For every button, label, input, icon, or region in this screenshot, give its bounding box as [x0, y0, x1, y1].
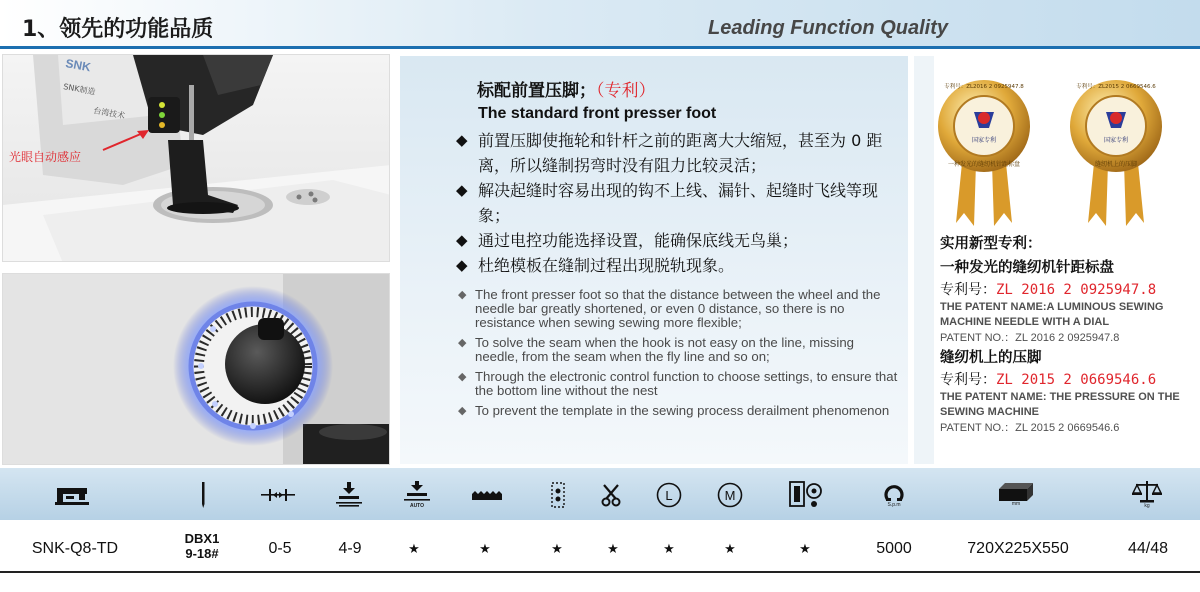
spec-speed: 5000	[876, 540, 912, 557]
manual-m-icon	[715, 480, 745, 510]
feature-points-en	[458, 288, 898, 424]
spec-trim-star: ★	[551, 541, 563, 556]
sewing-head-illustration	[3, 55, 390, 262]
feed-dog-icon	[470, 480, 504, 510]
diamond-bullet-icon: ◆	[458, 371, 467, 383]
spec-m-star: ★	[724, 541, 736, 556]
scissors-icon	[598, 480, 624, 510]
feature-points-cn	[456, 128, 896, 278]
diamond-bullet-icon: ◆	[458, 337, 467, 349]
svg-text:M: M	[724, 488, 736, 503]
presser-foot-photo	[2, 54, 390, 262]
medal-1-ribbon: 一种发光的缝纫机针距标盘	[947, 161, 1021, 168]
list-item: ◆ 解决起缝时容易出现的钩不上线、漏针、起缝时飞线等现象；	[456, 178, 896, 228]
list-item: ◆ To prevent the template in the sewing process derailment phenomenon	[458, 403, 890, 418]
luminous-dial-photo	[2, 273, 390, 465]
medal-2-ribbon: 缝纫机上的压脚	[1094, 161, 1138, 168]
spec-dimensions: 720X225X550	[967, 540, 1069, 557]
patent-2-number: 专利号：ZL 2015 2 0669546.6	[940, 372, 1157, 388]
spec-motor-star: ★	[799, 541, 811, 556]
patent-2-name-en: THE PATENT NAME: THE PRESSURE ON THE SEWING MACHINE	[940, 391, 1180, 418]
list-item: ◆ The front presser foot so that the distance between the wheel and the needle bar greatly shortened, or even 0 distance, so there is no resistance when sewing sewing more flexible;	[458, 287, 881, 330]
medal-1-top: 专利号：ZL2016 2 0925947.8	[944, 84, 1024, 90]
diamond-bullet-icon: ◆	[456, 231, 468, 249]
spec-auto-star: ★	[408, 541, 420, 556]
feature-title-cn	[477, 76, 656, 101]
patent-1-no-en: PATENT NO.：ZL 2016 2 0925947.8	[940, 332, 1120, 344]
spec-model: SNK-Q8-TD	[31, 540, 119, 557]
patent-panel	[914, 56, 1200, 464]
medal-2-center: 国家专利	[1103, 137, 1129, 144]
medal-2-top: 专利号：ZL2015 2 0669546.6	[1076, 84, 1156, 90]
spec-stitch-length: 0-5	[268, 540, 292, 557]
spec-l-star: ★	[663, 541, 675, 556]
feature-title-text: 标配前置压脚；	[477, 81, 596, 101]
patent-medal-1	[934, 68, 1034, 228]
brand-label: SNK	[64, 56, 92, 75]
weight-icon: kg	[1130, 480, 1164, 510]
dimension-icon: mm	[996, 480, 1036, 510]
diamond-bullet-icon: ◆	[458, 289, 467, 301]
diamond-bullet-icon: ◆	[458, 405, 467, 417]
list-item: ◆ Through the electronic control function to choose settings, to ensure that the bottom line without the nest	[458, 369, 898, 398]
speed-icon: S.p.m	[876, 480, 912, 510]
lubrication-l-icon	[654, 480, 684, 510]
brand-sub2: 台湾技术	[92, 106, 126, 121]
spec-presser-lift: 4-9	[338, 540, 362, 557]
stitch-length-icon	[259, 480, 297, 510]
patent-1-number: 专利号：ZL 2016 2 0925947.8	[940, 282, 1157, 298]
list-item: ◆ 通过电控功能选择设置，能确保底线无鸟巢；	[456, 228, 896, 253]
diamond-bullet-icon: ◆	[456, 256, 468, 274]
feature-title-en: The standard front presser foot	[478, 105, 717, 122]
diamond-bullet-icon: ◆	[456, 131, 468, 149]
spec-scissors-star: ★	[607, 541, 619, 556]
patent-2-name-cn: 缝纫机上的压脚	[940, 350, 1042, 366]
list-item: ◆ 杜绝模板在缝制过程出现脱轨现象。	[456, 253, 896, 278]
patent-2-no-en: PATENT NO.：ZL 2015 2 0669546.6	[940, 422, 1120, 434]
auto-presser-icon: AUTO	[402, 480, 432, 510]
patent-1-name-en: THE PATENT NAME:A LUMINOUS SEWING MACHINE NEEDLE WITH A DIAL	[940, 301, 1164, 328]
spec-needle: DBX1 9-18#	[184, 531, 220, 561]
header-divider	[0, 46, 1200, 49]
table-bottom-rule	[0, 571, 1200, 573]
machine-icon	[52, 480, 92, 510]
patent-1-name-cn: 一种发光的缝纫机针距标盘	[940, 260, 1114, 276]
presser-lift-icon	[334, 480, 364, 510]
section-title: 1、领先的功能品质	[22, 17, 214, 42]
svg-text:L: L	[665, 488, 673, 503]
list-item: ◆ 前置压脚使拖轮和针杆之前的距离大大缩短，甚至为 0 距离，所以缝制拐弯时没有阻力比较灵活；	[456, 128, 896, 178]
feature-panel	[400, 56, 908, 464]
spec-feed-star: ★	[479, 541, 491, 556]
section-subtitle: Leading Function Quality	[708, 17, 948, 39]
medal-1-center: 国家专利	[971, 137, 997, 144]
spec-weight: 44/48	[1127, 540, 1169, 557]
patent-heading: 实用新型专利：	[940, 236, 1042, 252]
patent-tag: （专利）	[596, 81, 656, 101]
patent-medal-2	[1066, 68, 1166, 228]
page-header	[0, 0, 1200, 48]
patent-details	[940, 232, 1200, 436]
needle-icon	[193, 480, 213, 510]
dial-illustration	[3, 274, 390, 465]
sensor-callout: 光眼自动感应	[9, 150, 82, 164]
motor-icon	[786, 480, 826, 510]
thread-trim-icon	[547, 480, 569, 510]
brand-sub1: SNK制造	[62, 82, 97, 97]
list-item: ◆ To solve the seam when the hook is not easy on the line, missing needle, from the seam when the fly line and so on;	[458, 335, 854, 364]
diamond-bullet-icon: ◆	[456, 181, 468, 199]
